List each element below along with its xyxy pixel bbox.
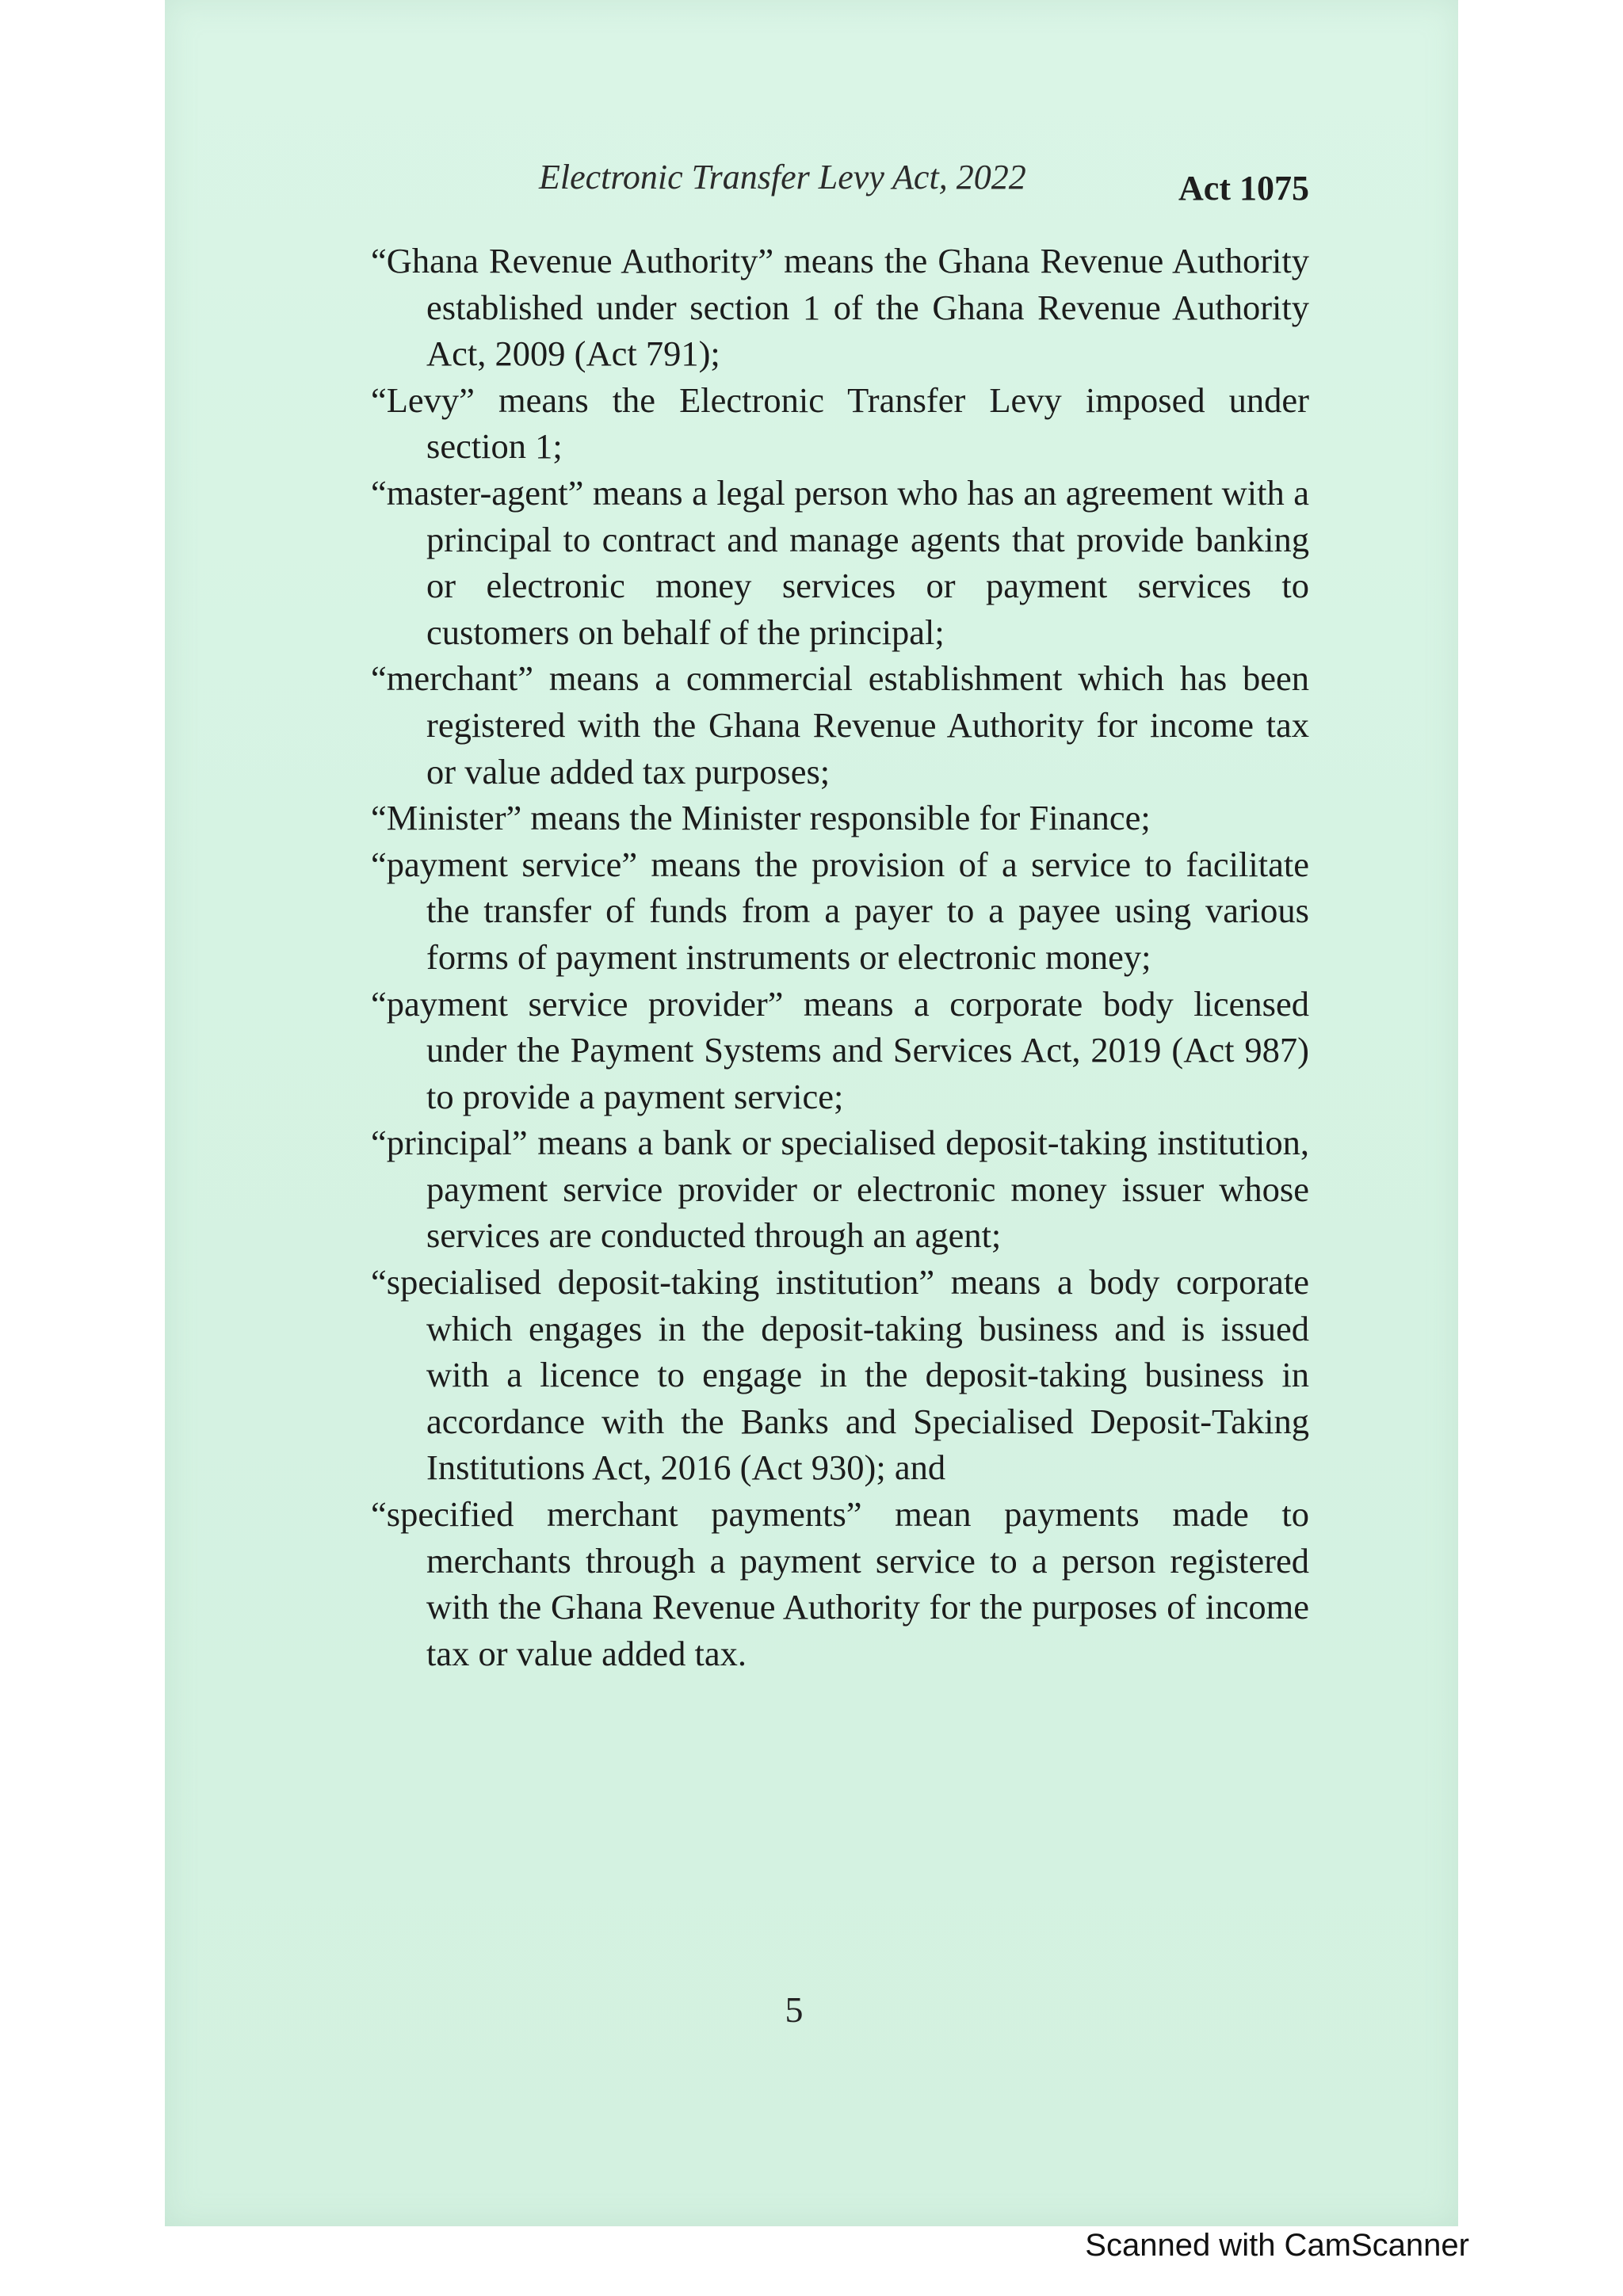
page-number: 5: [785, 1989, 804, 2030]
definition-merchant: “merchant” means a commercial establishment which has been registered with the Ghana Revenue Authority for income tax or value added tax purposes;: [371, 658, 1309, 791]
running-head-title: Electronic Transfer Levy Act, 2022: [539, 158, 1026, 196]
act-number: Act 1075: [1178, 169, 1309, 208]
definition-principal: “principal” means a bank or specialised deposit-taking institution, payment service provider or electronic money issuer whose services are conducted through an agent;: [371, 1123, 1309, 1256]
definition-master-agent: “master-agent” means a legal person who has an agreement with a principal to contract and manage agents that provide banking or electronic money services or payment services to customers on behalf of the principal;: [371, 472, 1309, 652]
definition-specialised-deposit-taking-institution: “specialised deposit-taking institution” means a body corporate which engages in the deposit-taking business and is issued with a licence to engage in the deposit-taking business in accordance with the Banks and Specialised Deposit-Taking Institutions Act, 2016 (Act 930); and: [371, 1262, 1309, 1488]
definitions-list: [371, 238, 1309, 1676]
definition-payment-service-provider: “payment service provider” means a corporate body licensed under the Payment Systems and Services Act, 2019 (Act 987) to provide a payment service;: [371, 983, 1309, 1116]
scanner-watermark: Scanned with CamScanner: [1085, 2228, 1469, 2263]
definition-ghana-revenue-authority: “Ghana Revenue Authority” means the Ghana Revenue Authority established under section 1 of the Ghana Revenue Authority Act, 2009 (Act 791);: [371, 241, 1309, 374]
definition-payment-service: “payment service” means the provision of a service to facilitate the transfer of funds from a payer to a payee using various forms of payment instruments or electronic money;: [371, 844, 1309, 977]
running-head: [539, 157, 1309, 212]
definition-minister: “Minister” means the Minister responsible for Finance;: [371, 798, 1151, 838]
definition-levy: “Levy” means the Electronic Transfer Levy imposed under section 1;: [371, 379, 1309, 467]
definition-specified-merchant-payments: “specified merchant payments” mean payments made to merchants through a payment service to a person registered with the Ghana Revenue Authority for the purposes of income tax or value added tax.: [371, 1494, 1309, 1673]
